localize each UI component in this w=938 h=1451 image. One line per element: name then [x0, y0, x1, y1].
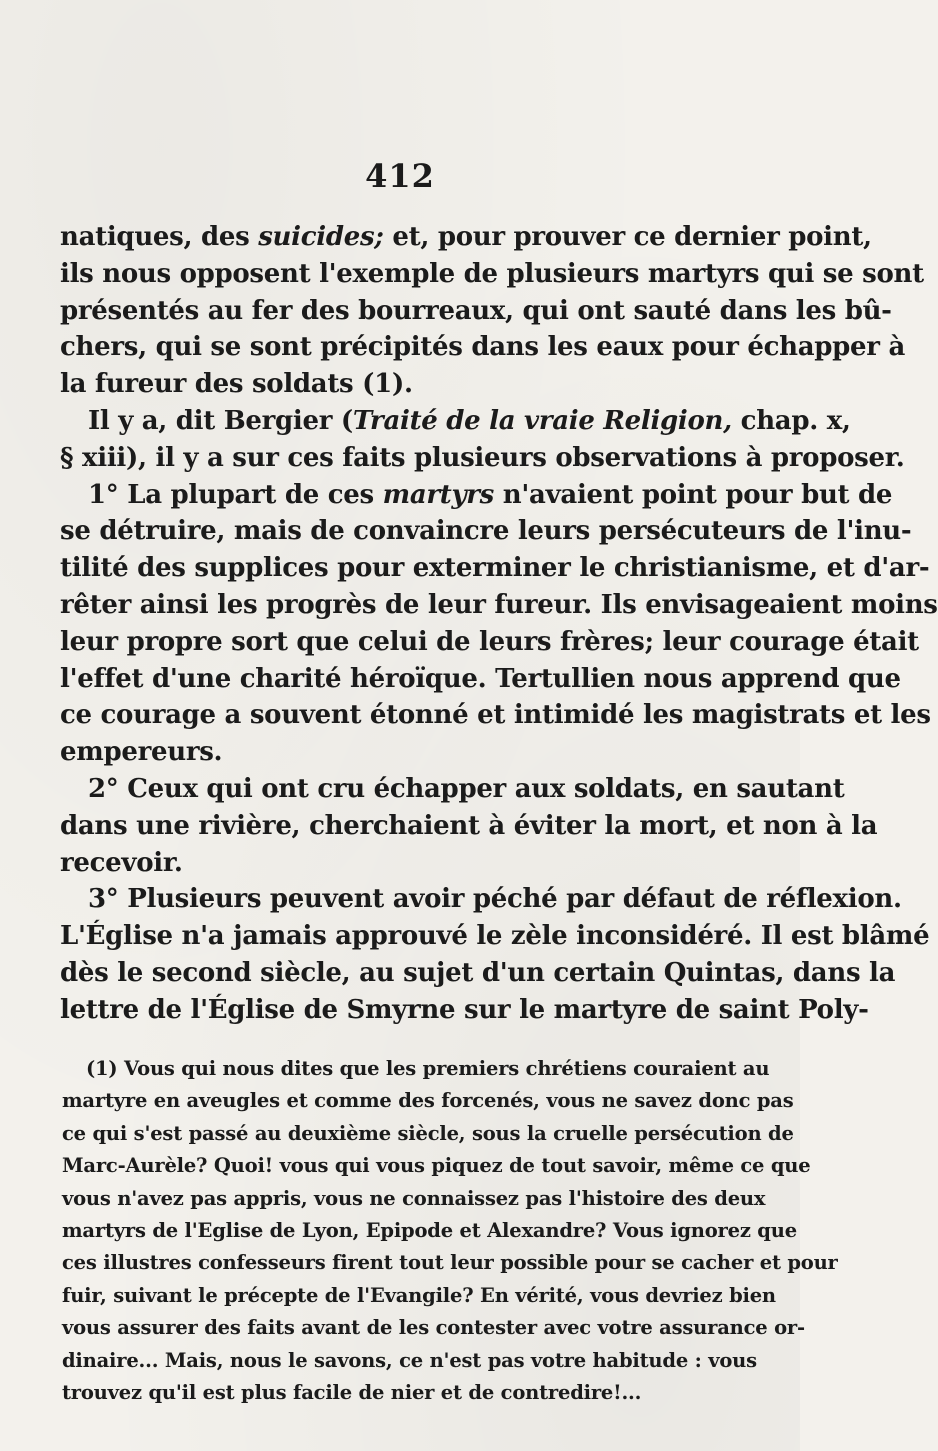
footnote — [62, 1053, 838, 1409]
footnote-line: ces illustres confesseurs firent tout leur possible pour se cacher et pour — [62, 1251, 838, 1275]
body-line: rêter ainsi les progrès de leur fureur. Ils envisageaient moins — [60, 589, 938, 620]
body-line: se détruire, mais de convaincre leurs persécuteurs de l'inu- — [60, 516, 912, 547]
footnote-line: dinaire... Mais, nous le savons, ce n'est pas votre habitude : vous — [62, 1348, 757, 1372]
body-line: empereurs. — [60, 737, 223, 768]
body-line: ils nous opposent l'exemple de plusieurs martyrs qui se sont — [60, 258, 924, 289]
footnote-line: (1) Vous qui nous dites que les premiers chrétiens couraient au — [86, 1057, 770, 1080]
body-line: chers, qui se sont précipités dans les eaux pour échapper à — [60, 332, 905, 363]
body-line: natiques, des suicides; et, pour prouver ce dernier point, — [60, 222, 872, 252]
page-number: 412 — [365, 157, 435, 195]
footnote-line: vous n'avez pas appris, vous ne connaissez pas l'histoire des deux — [62, 1186, 766, 1210]
body-line: 1° La plupart de ces martyrs n'avaient point pour but de — [88, 479, 893, 510]
body-line: présentés au fer des bourreaux, qui ont sauté dans les bû- — [60, 295, 892, 326]
footnote-line: martyrs de l'Eglise de Lyon, Epipode et Alexandre? Vous ignorez que — [62, 1218, 797, 1242]
footnote-line: martyre en aveugles et comme des forcenés, vous ne savez donc pas — [62, 1089, 794, 1113]
footnote-line: vous assurer des faits avant de les contester avec votre assurance or- — [62, 1316, 805, 1340]
body-line: 3° Plusieurs peuvent avoir péché par défaut de réflexion. — [88, 884, 902, 915]
body-line: dès le second siècle, au sujet d'un certain Quintas, dans la — [60, 957, 896, 988]
body-line: § xiii), il y a sur ces faits plusieurs observations à proposer. — [60, 442, 905, 473]
footnote-line: ce qui s'est passé au deuxième siècle, sous la cruelle persécution de — [62, 1121, 794, 1145]
body-line: L'Église n'a jamais approuvé le zèle inconsidéré. Il est blâmé — [60, 921, 930, 952]
body-line: tilité des supplices pour exterminer le christianisme, et d'ar- — [60, 553, 930, 584]
body-line: la fureur des soldats (1). — [60, 369, 413, 400]
body-text — [60, 219, 938, 1029]
footnote-line: Marc-Aurèle? Quoi! vous qui vous piquez de tout savoir, même ce que — [62, 1154, 811, 1178]
body-line: lettre de l'Église de Smyrne sur le martyre de saint Poly- — [60, 994, 869, 1025]
body-line: leur propre sort que celui de leurs frères; leur courage était — [60, 626, 919, 657]
body-line: recevoir. — [60, 847, 183, 878]
footnote-line: trouvez qu'il est plus facile de nier et de contredire!... — [62, 1380, 642, 1404]
body-line: 2° Ceux qui ont cru échapper aux soldats, en sautant — [88, 773, 845, 804]
body-line: ce courage a souvent étonné et intimidé les magistrats et les — [60, 700, 931, 731]
footnote-line: fuir, suivant le précepte de l'Evangile? En vérité, vous devriez bien — [62, 1283, 776, 1307]
body-line: dans une rivière, cherchaient à éviter la mort, et non à la — [60, 810, 878, 841]
body-line: Il y a, dit Bergier (Traité de la vraie Religion, chap. x, — [88, 405, 851, 436]
body-line: l'effet d'une charité héroïque. Tertullien nous apprend que — [60, 663, 901, 694]
